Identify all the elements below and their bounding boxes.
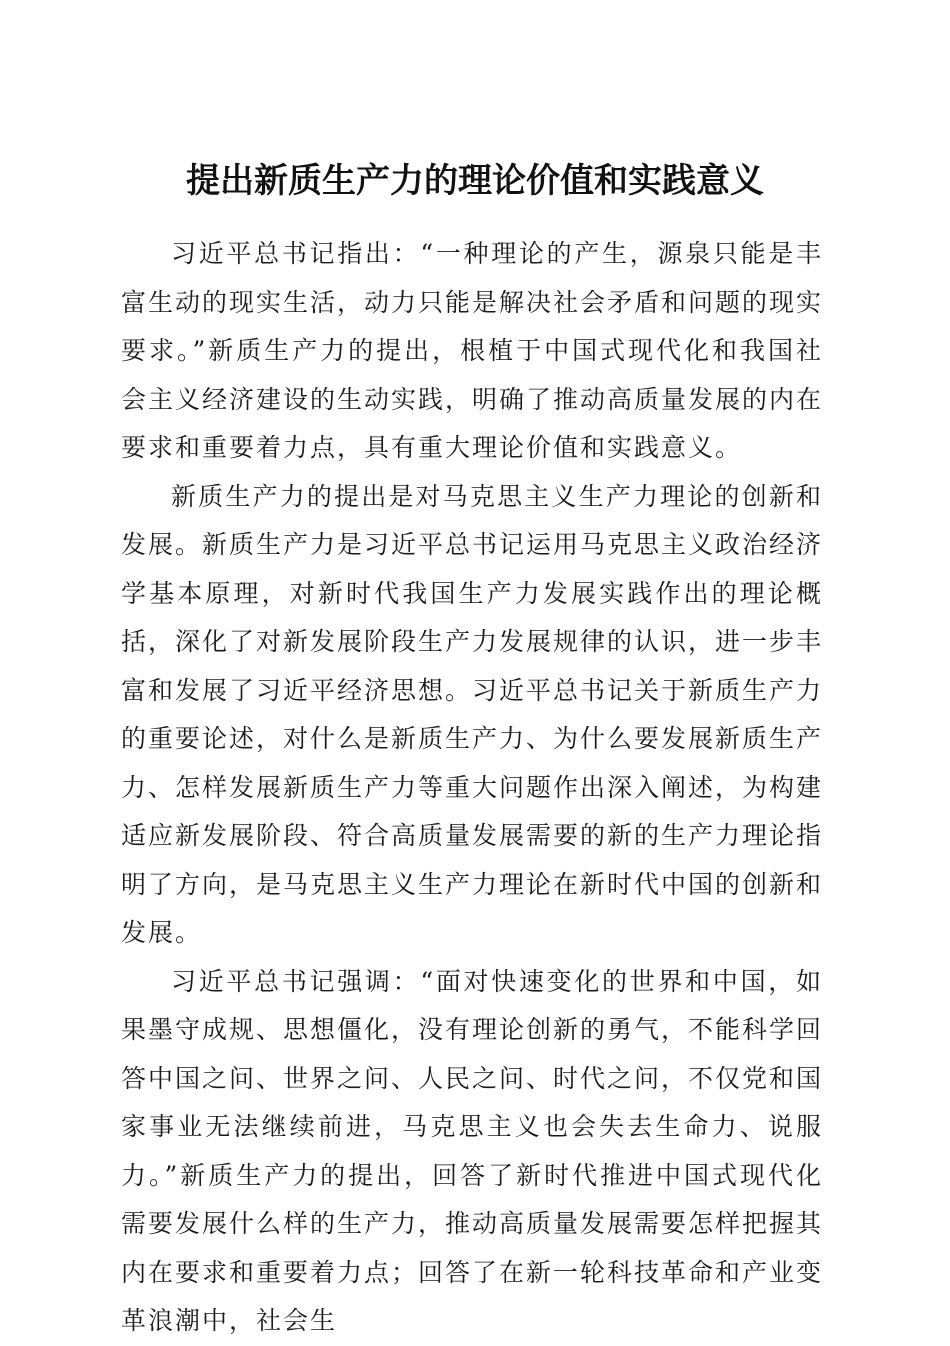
paragraph: 习近平总书记指出：“一种理论的产生，源泉只能是丰富生动的现实生活，动力只能是解决社会矛盾和问题的现实要求。”新质生产力的提出，根植于中国式现代化和我国社会主义经济建设的生动实践，明确了推动高质量发展的内在要求和重要着力点，具有重大理论价值和实践意义。 (121, 239, 824, 462)
document-title: 提出新质生产力的理论价值和实践意义 (186, 160, 764, 201)
paragraph: 习近平总书记强调：“面对快速变化的世界和中国，如果墨守成规、思想僵化，没有理论创新的勇气，不能科学回答中国之问、世界之问、人民之问、时代之问，不仅党和国家事业无法继续前进，马克思主义也会失去生命力、说服力。”新质生产力的提出，回答了新时代推进中国式现代化需要发展什么样的生产力，推动高质量发展需要怎样把握其内在要求和重要着力点；回答了在新一轮科技革命和产业变革浪潮中，社会生 (121, 966, 824, 1335)
paragraph: 新质生产力的提出是对马克思主义生产力理论的创新和发展。新质生产力是习近平总书记运用马克思主义政治经济学基本原理，对新时代我国生产力发展实践作出的理论概括，深化了对新发展阶段生产力发展规律的认识，进一步丰富和发展了习近平经济思想。习近平总书记关于新质生产力的重要论述，对什么是新质生产力、为什么要发展新质生产力、怎样发展新质生产力等重大问题作出深入阐述，为构建适应新发展阶段、符合高质量发展需要的新的生产力理论指明了方向，是马克思主义生产力理论在新时代中国的创新和发展。 (121, 481, 824, 947)
document-body (121, 230, 823, 1346)
